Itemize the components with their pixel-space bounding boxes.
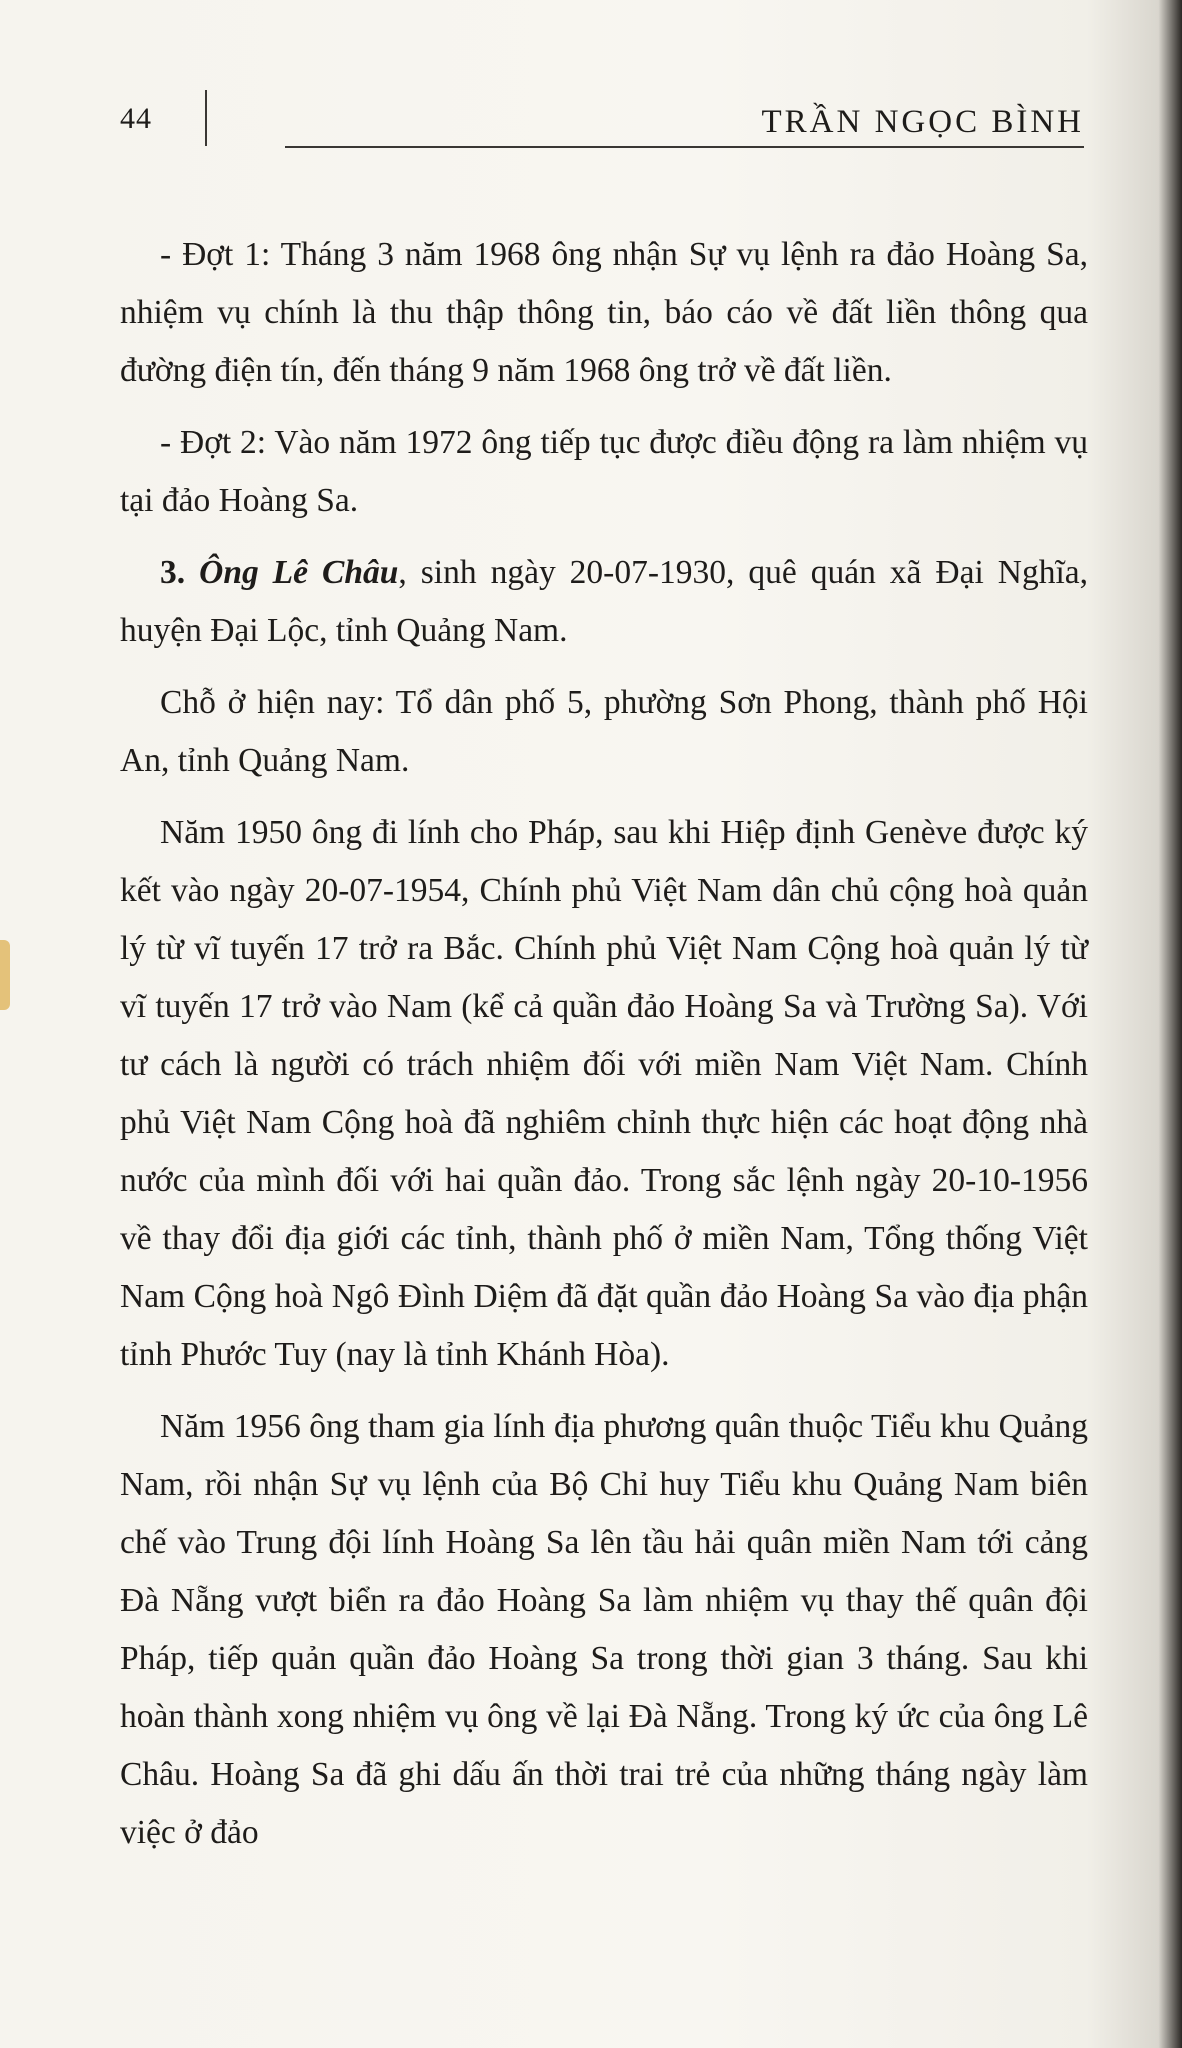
paragraph-text: Chỗ ở hiện nay: Tổ dân phố 5, phường Sơn Phong, thành phố Hội An, tỉnh Quảng Nam.	[120, 684, 1088, 779]
paragraph-history-1956	[120, 1398, 1088, 1862]
header-divider	[205, 90, 207, 146]
paragraph-dot-1	[120, 226, 1088, 400]
page-body	[120, 226, 1088, 1876]
running-title: TRẦN NGỌC BÌNH	[761, 104, 1084, 140]
header-rule	[285, 146, 1084, 148]
paragraph-text: Năm 1956 ông tham gia lính địa phương quân thuộc Tiểu khu Quảng Nam, rồi nhận Sự vụ lệnh của Bộ Chỉ huy Tiểu khu Quảng Nam biên chế vào Trung đội lính Hoàng Sa lên tầu hải quân miền Nam tới cảng Đà Nẵng vượt biển ra đảo Hoàng Sa làm nhiệm vụ thay thế quân đội Pháp, tiếp quản quần đảo Hoàng Sa trong thời gian 3 tháng. Sau khi hoàn thành xong nhiệm vụ ông về lại Đà Nẵng. Trong ký ức của ông Lê Châu. Hoàng Sa đã ghi dấu ấn thời trai trẻ của những tháng ngày làm việc ở đảo	[120, 1408, 1088, 1851]
paragraph-text: Năm 1950 ông đi lính cho Pháp, sau khi Hiệp định Genève được ký kết vào ngày 20-07-1954, Chính phủ Việt Nam dân chủ cộng hoà quản lý từ vĩ tuyến 17 trở ra Bắc. Chính phủ Việt Nam Cộng hoà quản lý từ vĩ tuyến 17 trở vào Nam (kể cả quần đảo Hoàng Sa và Trường Sa). Với tư cách là người có trách nhiệm đối với miền Nam Việt Nam. Chính phủ Việt Nam Cộng hoà đã nghiêm chỉnh thực hiện các hoạt động nhà nước của mình đối với hai quần đảo. Trong sắc lệnh ngày 20-10-1956 về thay đổi địa giới các tỉnh, thành phố ở miền Nam, Tổng thống Việt Nam Cộng hoà Ngô Đình Diệm đã đặt quần đảo Hoàng Sa vào địa phận tỉnh Phước Tuy (nay là tỉnh Khánh Hòa).	[120, 814, 1088, 1373]
paragraph-le-chau-intro	[120, 544, 1088, 660]
paragraph-text: - Đợt 1: Tháng 3 năm 1968 ông nhận Sự vụ lệnh ra đảo Hoàng Sa, nhiệm vụ chính là thu thập thông tin, báo cáo về đất liền thông qua đường điện tín, đến tháng 9 năm 1968 ông trở về đất liền.	[120, 236, 1088, 389]
page-edge-tab	[0, 940, 10, 1010]
paragraph-history-1950	[120, 804, 1088, 1384]
paragraph-residence	[120, 674, 1088, 790]
page-number: 44	[120, 102, 152, 135]
section-number: 3.	[160, 554, 186, 591]
paragraph-text: , sinh ngày 20-07-1930, quê quán xã Đại Nghĩa, huyện Đại Lộc, tỉnh Quảng Nam.	[120, 554, 1089, 649]
paragraph-dot-2	[120, 414, 1088, 530]
paragraph-text: - Đợt 2: Vào năm 1972 ông tiếp tục được điều động ra làm nhiệm vụ tại đảo Hoàng Sa.	[120, 424, 1088, 519]
page-header	[0, 90, 1182, 160]
person-name: Ông Lê Châu	[199, 554, 399, 591]
